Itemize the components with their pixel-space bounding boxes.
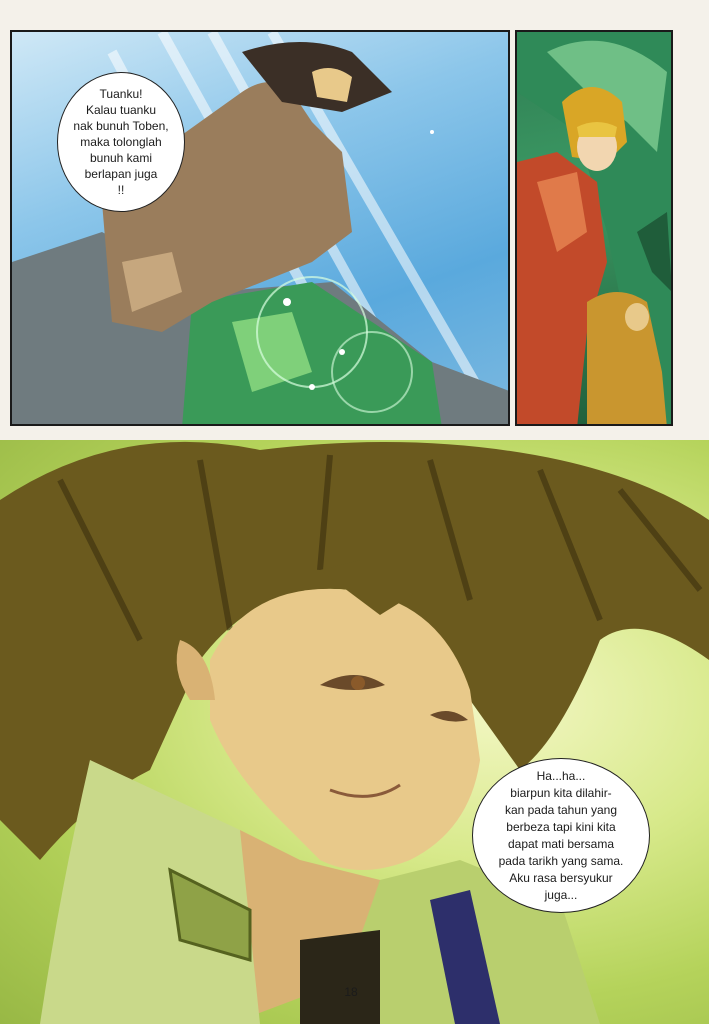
panel-hero-closeup: [0, 440, 709, 1024]
speech-bubble-warrior: [57, 72, 185, 212]
speech-bubble-hero: [472, 758, 650, 913]
speech-text-hero: Ha...ha... biarpun kita dilahir- kan pada tahun yang berbeza tapi kini kita dapat mati bersama pada tarikh yang sama. Aku rasa bersyukur juga...: [498, 768, 624, 902]
hero-closeup-art: [0, 440, 709, 1024]
queen-art: [517, 32, 673, 426]
page-number: 18: [344, 985, 358, 999]
panel-warrior-leap: [10, 30, 510, 426]
speech-text-warrior: Tuanku! Kalau tuanku nak bunuh Toben, maka tolonglah bunuh kami berlapan juga !!: [73, 87, 169, 197]
panel-queen: [515, 30, 673, 426]
